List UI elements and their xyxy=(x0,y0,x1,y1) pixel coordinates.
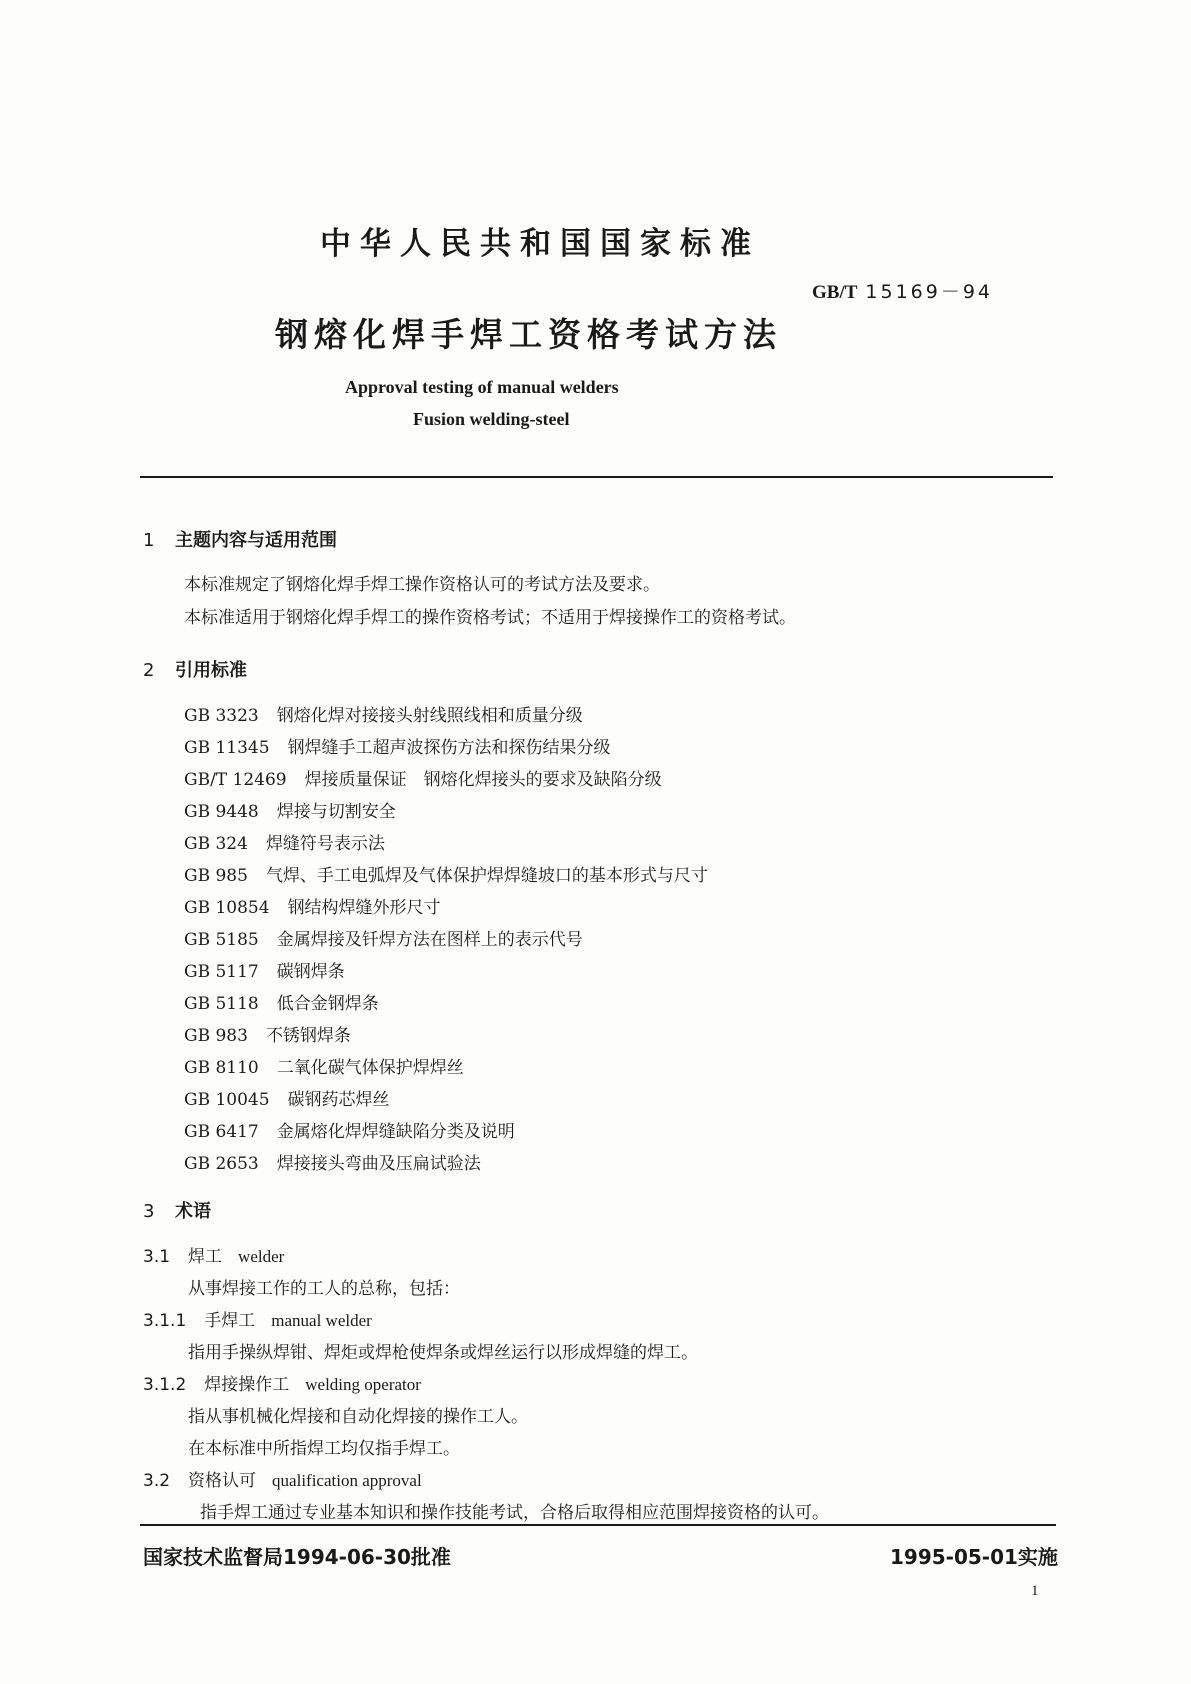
reference-item xyxy=(184,1149,481,1174)
reference-code: GB 8110 xyxy=(184,1058,259,1078)
section-1-heading xyxy=(143,526,337,552)
reference-item xyxy=(184,989,379,1014)
reference-title: 钢焊缝手工超声波探伤方法和探伤结果分级 xyxy=(287,738,611,758)
reference-title: 钢结构焊缝外形尺寸 xyxy=(287,898,441,918)
reference-code: GB 9448 xyxy=(184,802,259,822)
reference-code: GB 5117 xyxy=(184,962,259,982)
section-2-heading xyxy=(143,656,247,682)
reference-code: GB 3323 xyxy=(184,706,259,726)
clause-3-1 xyxy=(143,1242,284,1267)
reference-item xyxy=(184,765,662,790)
clause-3-2 xyxy=(143,1466,422,1491)
header-divider xyxy=(140,476,1053,478)
document-title-cn: 钢熔化焊手焊工资格考试方法 xyxy=(275,315,782,354)
reference-item xyxy=(184,1053,464,1078)
document-title-en-line2: Fusion welding-steel xyxy=(413,409,570,429)
reference-item xyxy=(184,861,708,886)
clause-3-1-2-definition: 指从事机械化焊接和自动化焊接的操作工人。 xyxy=(188,1407,528,1427)
clause-number: 3.1.1 xyxy=(143,1311,187,1331)
reference-item xyxy=(184,925,583,950)
section-1-paragraph-2: 本标准适用于钢熔化焊手焊工的操作资格考试；不适用于焊接操作工的资格考试。 xyxy=(184,608,796,628)
section-title: 主题内容与适用范围 xyxy=(175,530,337,551)
reference-item xyxy=(184,829,385,854)
clause-3-1-definition: 从事焊接工作的工人的总称，包括： xyxy=(188,1279,460,1299)
term-cn: 焊工 xyxy=(188,1247,223,1267)
term-en: qualification approval xyxy=(272,1471,422,1490)
section-number: 2 xyxy=(143,660,155,681)
reference-title: 不锈钢焊条 xyxy=(265,1026,351,1046)
reference-title: 气焊、手工电弧焊及气体保护焊焊缝坡口的基本形式与尺寸 xyxy=(265,866,708,886)
reference-title: 低合金钢焊条 xyxy=(276,994,379,1014)
reference-item xyxy=(184,1085,390,1110)
term-cn: 手焊工 xyxy=(204,1311,256,1331)
implementation-date: 1995-05-01实施 xyxy=(890,1545,1058,1569)
document-title-en-line1: Approval testing of manual welders xyxy=(345,377,619,397)
term-cn: 焊接操作工 xyxy=(204,1375,290,1395)
reference-code: GB/T 12469 xyxy=(184,770,287,790)
reference-item xyxy=(184,797,396,822)
reference-code: GB 6417 xyxy=(184,1122,259,1142)
standard-code-prefix: GB/T xyxy=(812,282,858,303)
section-number: 1 xyxy=(143,530,155,551)
term-en: welder xyxy=(238,1247,285,1266)
reference-code: GB 5185 xyxy=(184,930,259,950)
reference-code: GB 983 xyxy=(184,1026,248,1046)
section-number: 3 xyxy=(143,1201,155,1222)
reference-code: GB 324 xyxy=(184,834,248,854)
section-1-paragraph-1: 本标准规定了钢熔化焊手焊工操作资格认可的考试方法及要求。 xyxy=(184,575,660,595)
standard-code-number: 15169－94 xyxy=(865,281,994,303)
term-en: welding operator xyxy=(305,1375,421,1394)
approval-date: 国家技术监督局1994-06-30批准 xyxy=(143,1545,451,1569)
reference-code: GB 11345 xyxy=(184,738,270,758)
clause-3-1-1 xyxy=(143,1306,372,1331)
reference-item xyxy=(184,893,441,918)
reference-title: 焊接质量保证 钢熔化焊接头的要求及缺陷分级 xyxy=(304,770,662,790)
page-number: 1 xyxy=(1031,1583,1039,1599)
clause-number: 3.2 xyxy=(143,1471,171,1491)
reference-title: 金属熔化焊焊缝缺陷分类及说明 xyxy=(276,1122,515,1142)
reference-code: GB 2653 xyxy=(184,1154,259,1174)
issuing-authority: 中华人民共和国国家标准 xyxy=(320,226,760,262)
clause-number: 3.1 xyxy=(143,1247,171,1267)
reference-title: 焊接接头弯曲及压扁试验法 xyxy=(276,1154,481,1174)
reference-title: 钢熔化焊对接接头射线照线相和质量分级 xyxy=(276,706,583,726)
reference-title: 焊接与切割安全 xyxy=(276,802,396,822)
reference-title: 碳钢焊条 xyxy=(276,962,345,982)
reference-title: 焊缝符号表示法 xyxy=(265,834,385,854)
reference-title: 碳钢药芯焊丝 xyxy=(287,1090,390,1110)
reference-title: 二氧化碳气体保护焊焊丝 xyxy=(276,1058,464,1078)
reference-code: GB 5118 xyxy=(184,994,259,1014)
clause-number: 3.1.2 xyxy=(143,1375,187,1395)
footer-divider xyxy=(140,1524,1056,1526)
section-title: 术语 xyxy=(175,1201,211,1222)
reference-code: GB 10854 xyxy=(184,898,270,918)
clause-3-1-2 xyxy=(143,1370,421,1395)
reference-item xyxy=(184,1021,351,1046)
section-3-heading xyxy=(143,1197,211,1223)
reference-code: GB 985 xyxy=(184,866,248,886)
clause-3-1-1-definition: 指用手操纵焊钳、焊炬或焊枪使焊条或焊丝运行以形成焊缝的焊工。 xyxy=(188,1343,698,1363)
reference-item xyxy=(184,701,583,726)
reference-item xyxy=(184,957,345,982)
term-cn: 资格认可 xyxy=(188,1471,257,1491)
reference-item xyxy=(184,1117,515,1142)
reference-item xyxy=(184,733,611,758)
clause-3-1-2-note: 在本标准中所指焊工均仅指手焊工。 xyxy=(188,1439,460,1459)
section-title: 引用标准 xyxy=(175,660,247,681)
standard-code xyxy=(812,277,993,304)
term-en: manual welder xyxy=(271,1311,372,1330)
reference-title: 金属焊接及钎焊方法在图样上的表示代号 xyxy=(276,930,583,950)
reference-code: GB 10045 xyxy=(184,1090,270,1110)
clause-3-2-definition: 指手焊工通过专业基本知识和操作技能考试，合格后取得相应范围焊接资格的认可。 xyxy=(200,1503,829,1523)
